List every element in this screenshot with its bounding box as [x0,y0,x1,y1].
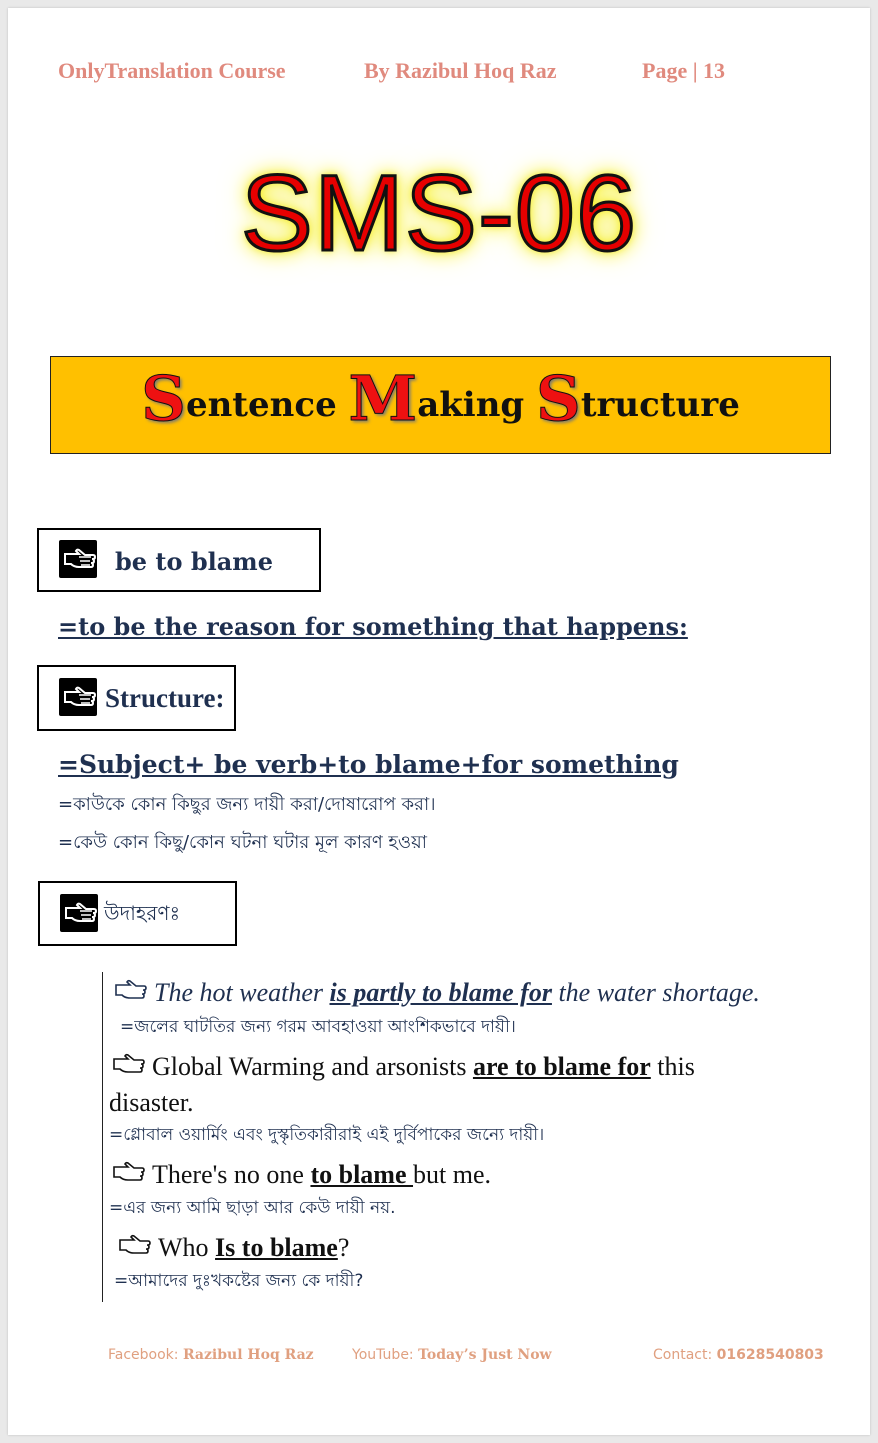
structure-bengali-1: =কাউকে কোন কিছুর জন্য দায়ী করা/দোষারোপ করা। [58,794,436,815]
header-page-number: Page | 13 [642,58,726,83]
example-1-highlight: is partly to blame for [329,978,552,1007]
phrase-label: be to blame [115,547,273,576]
example-2-highlight: are to blame for [472,1052,651,1081]
header-author: By Razibul Hoq Raz [364,58,557,83]
footer-contact: Contact: 01628540803 [653,1347,824,1363]
hand-outline-icon [114,979,148,1003]
banner-cap-s1: S [141,362,186,435]
hand-outline-icon [118,1234,152,1258]
definition: =to be the reason for something that happens: [58,612,688,641]
structure-formula: =Subject+ be verb+to blame+for something [58,750,679,779]
examples-label: উদাহরণঃ [104,901,181,925]
banner-cap-s2: S [536,362,581,435]
example-2-bengali: =গ্লোবাল ওয়ার্মিং এবং দুস্কৃতিকারীরাই এই দুর্বিপাকের জন্যে দায়ী। [109,1125,545,1145]
examples-divider [102,972,103,1302]
example-1-sentence: The hot weather is partly to blame for the water shortage. [114,978,760,1008]
example-2-sentence: Global Warming and arsonists are to blame for this [112,1052,695,1082]
examples-box [38,881,237,946]
example-4-sentence: Who Is to blame? [118,1233,349,1263]
structure-label: Structure: [105,683,225,713]
example-2-sentence-cont: disaster. [109,1088,194,1117]
banner-text [51,362,830,435]
example-3-sentence: There's no one to blame but me. [112,1160,491,1190]
example-3-bengali: =এর জন্য আমি ছাড়া আর কেউ দায়ী নয়. [109,1198,396,1218]
hand-outline-icon [112,1053,146,1077]
banner-word-1: entence [185,385,349,425]
example-4-bengali: =আমাদের দুঃখকষ্টের জন্য কে দায়ী? [114,1271,364,1291]
pointing-hand-icon [59,540,97,578]
pointing-hand-icon [60,894,98,932]
header-course: OnlyTranslation Course [58,58,286,83]
banner-word-2: aking [417,385,537,425]
example-4-highlight: Is to blame [215,1233,338,1262]
banner [50,356,831,454]
footer-facebook: Facebook: Razibul Hoq Raz [108,1347,314,1363]
example-1-bengali: =জলের ঘাটতির জন্য গরম আবহাওয়া আংশিকভাবে দায়ী। [120,1017,516,1037]
structure-box [37,665,236,731]
pointing-hand-icon [59,678,97,716]
hand-outline-icon [112,1161,146,1185]
footer-youtube: YouTube: Today’s Just Now [352,1347,552,1363]
page-title: SMS-06 [240,152,638,273]
structure-bengali-2: =কেউ কোন কিছু/কোন ঘটনা ঘটার মূল কারণ হওয়া [58,832,427,853]
example-3-highlight: to blame [310,1160,414,1189]
banner-word-3: tructure [580,385,740,425]
phrase-box [37,528,321,592]
banner-cap-m: M [348,362,418,435]
